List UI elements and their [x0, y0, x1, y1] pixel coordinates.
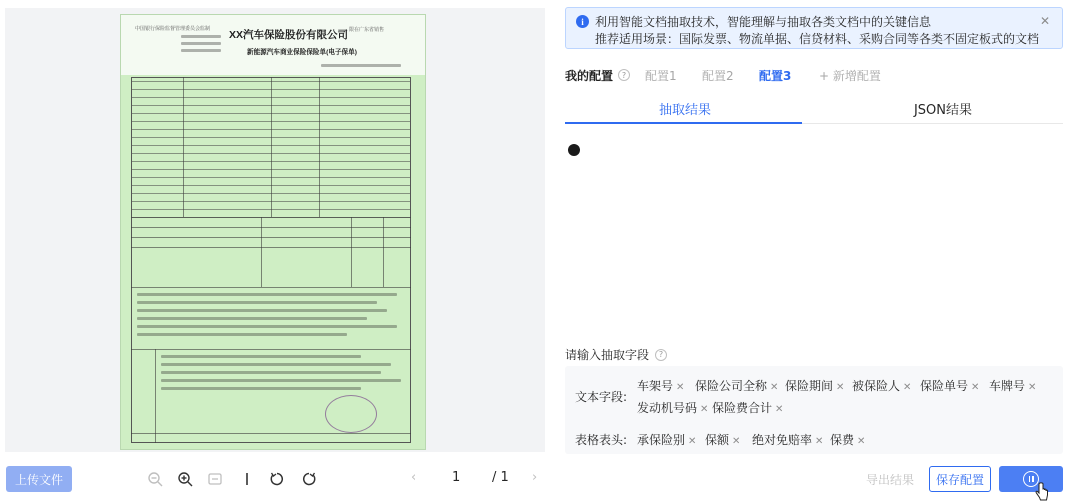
tab-json-result[interactable]: JSON结果	[913, 103, 973, 118]
field-tag[interactable]: 绝对免赔率 ✕	[752, 433, 824, 447]
active-tab-indicator	[565, 122, 802, 124]
config-bar	[565, 66, 630, 84]
close-icon: ✕	[971, 382, 980, 393]
config-tab-2[interactable]: 配置2	[702, 68, 734, 83]
doc-company-title: XX汽车保险股份有限公司	[229, 29, 349, 41]
close-icon: ✕	[775, 404, 784, 415]
insurance-policy-image	[120, 14, 426, 450]
field-tag[interactable]: 保费 ✕	[830, 433, 866, 447]
my-config-label: 我的配置	[565, 68, 614, 83]
page-current[interactable]: 1	[452, 470, 461, 485]
info-line-2: 推荐适用场景：国际发票、物流单据、信贷材料、采购合同等各类不固定板式的文档	[595, 32, 1040, 46]
close-icon: ✕	[903, 382, 912, 393]
field-tag[interactable]: 车牌号 ✕	[989, 379, 1037, 393]
field-tag[interactable]: 保险费合计 ✕	[712, 401, 784, 415]
loading-indicator	[568, 144, 580, 156]
close-icon: ✕	[836, 382, 845, 393]
run-extract-button[interactable]	[999, 466, 1063, 492]
prev-page-icon[interactable]: ‹	[411, 470, 417, 485]
field-tag[interactable]: 保险单号 ✕	[920, 379, 980, 393]
document-preview	[5, 8, 545, 452]
hand-cursor-icon	[1034, 482, 1050, 502]
actual-size-icon[interactable]	[238, 470, 256, 488]
close-icon[interactable]: ✕	[1039, 14, 1050, 28]
field-tag[interactable]: 保额 ✕	[705, 433, 741, 447]
close-icon: ✕	[815, 436, 824, 447]
field-tag[interactable]: 发动机号码 ✕	[637, 401, 709, 415]
company-seal-stamp	[325, 395, 377, 433]
next-page-icon[interactable]: ›	[532, 470, 538, 485]
text-fields-label: 文本字段:	[575, 390, 628, 404]
close-icon: ✕	[1028, 382, 1037, 393]
field-tag[interactable]: 车架号 ✕	[637, 379, 685, 393]
rotate-left-icon[interactable]	[268, 470, 286, 488]
zoom-out-icon[interactable]	[146, 470, 164, 488]
add-config-button[interactable]: + 新增配置	[819, 68, 881, 83]
close-icon: ✕	[770, 382, 779, 393]
tab-extract-result[interactable]: 抽取结果	[658, 103, 711, 118]
field-tag[interactable]: 保险期间 ✕	[785, 379, 845, 393]
close-icon: ✕	[700, 404, 709, 415]
save-config-button[interactable]: 保存配置	[929, 466, 991, 492]
page-total: / 1	[492, 470, 509, 485]
config-tab-1[interactable]: 配置1	[645, 68, 677, 83]
help-icon[interactable]: ?	[655, 349, 667, 361]
info-banner	[565, 7, 1063, 49]
close-icon: ✕	[857, 436, 866, 447]
config-tab-3[interactable]: 配置3	[759, 68, 792, 83]
doc-policy-title: 新能源汽车商业保险保险单(电子保单)	[247, 49, 357, 56]
fit-screen-icon[interactable]	[206, 470, 224, 488]
result-tabs	[565, 96, 1063, 124]
field-tag[interactable]: 保险公司全称 ✕	[695, 379, 779, 393]
export-result-button[interactable]: 导出结果	[865, 472, 914, 487]
field-tag[interactable]: 承保险别 ✕	[637, 433, 697, 447]
help-icon[interactable]: ?	[618, 69, 630, 81]
zoom-in-icon[interactable]	[176, 470, 194, 488]
info-line-1: 利用智能文档抽取技术，智能理解与抽取各类文档中的关键信息	[595, 15, 932, 29]
upload-file-button[interactable]: 上传文件	[6, 466, 72, 492]
rotate-right-icon[interactable]	[300, 470, 318, 488]
doc-header-left: 中国银行保险监督管理委员会监制	[135, 26, 211, 32]
doc-header-right: 限在广东省销售	[349, 27, 385, 33]
table-headers-label: 表格表头:	[575, 433, 628, 447]
info-icon: i	[576, 15, 589, 28]
extract-fields-title: 请输入抽取字段 ?	[565, 346, 667, 363]
field-tag[interactable]: 被保险人 ✕	[852, 379, 912, 393]
close-icon: ✕	[676, 382, 685, 393]
close-icon: ✕	[688, 436, 697, 447]
close-icon: ✕	[732, 436, 741, 447]
